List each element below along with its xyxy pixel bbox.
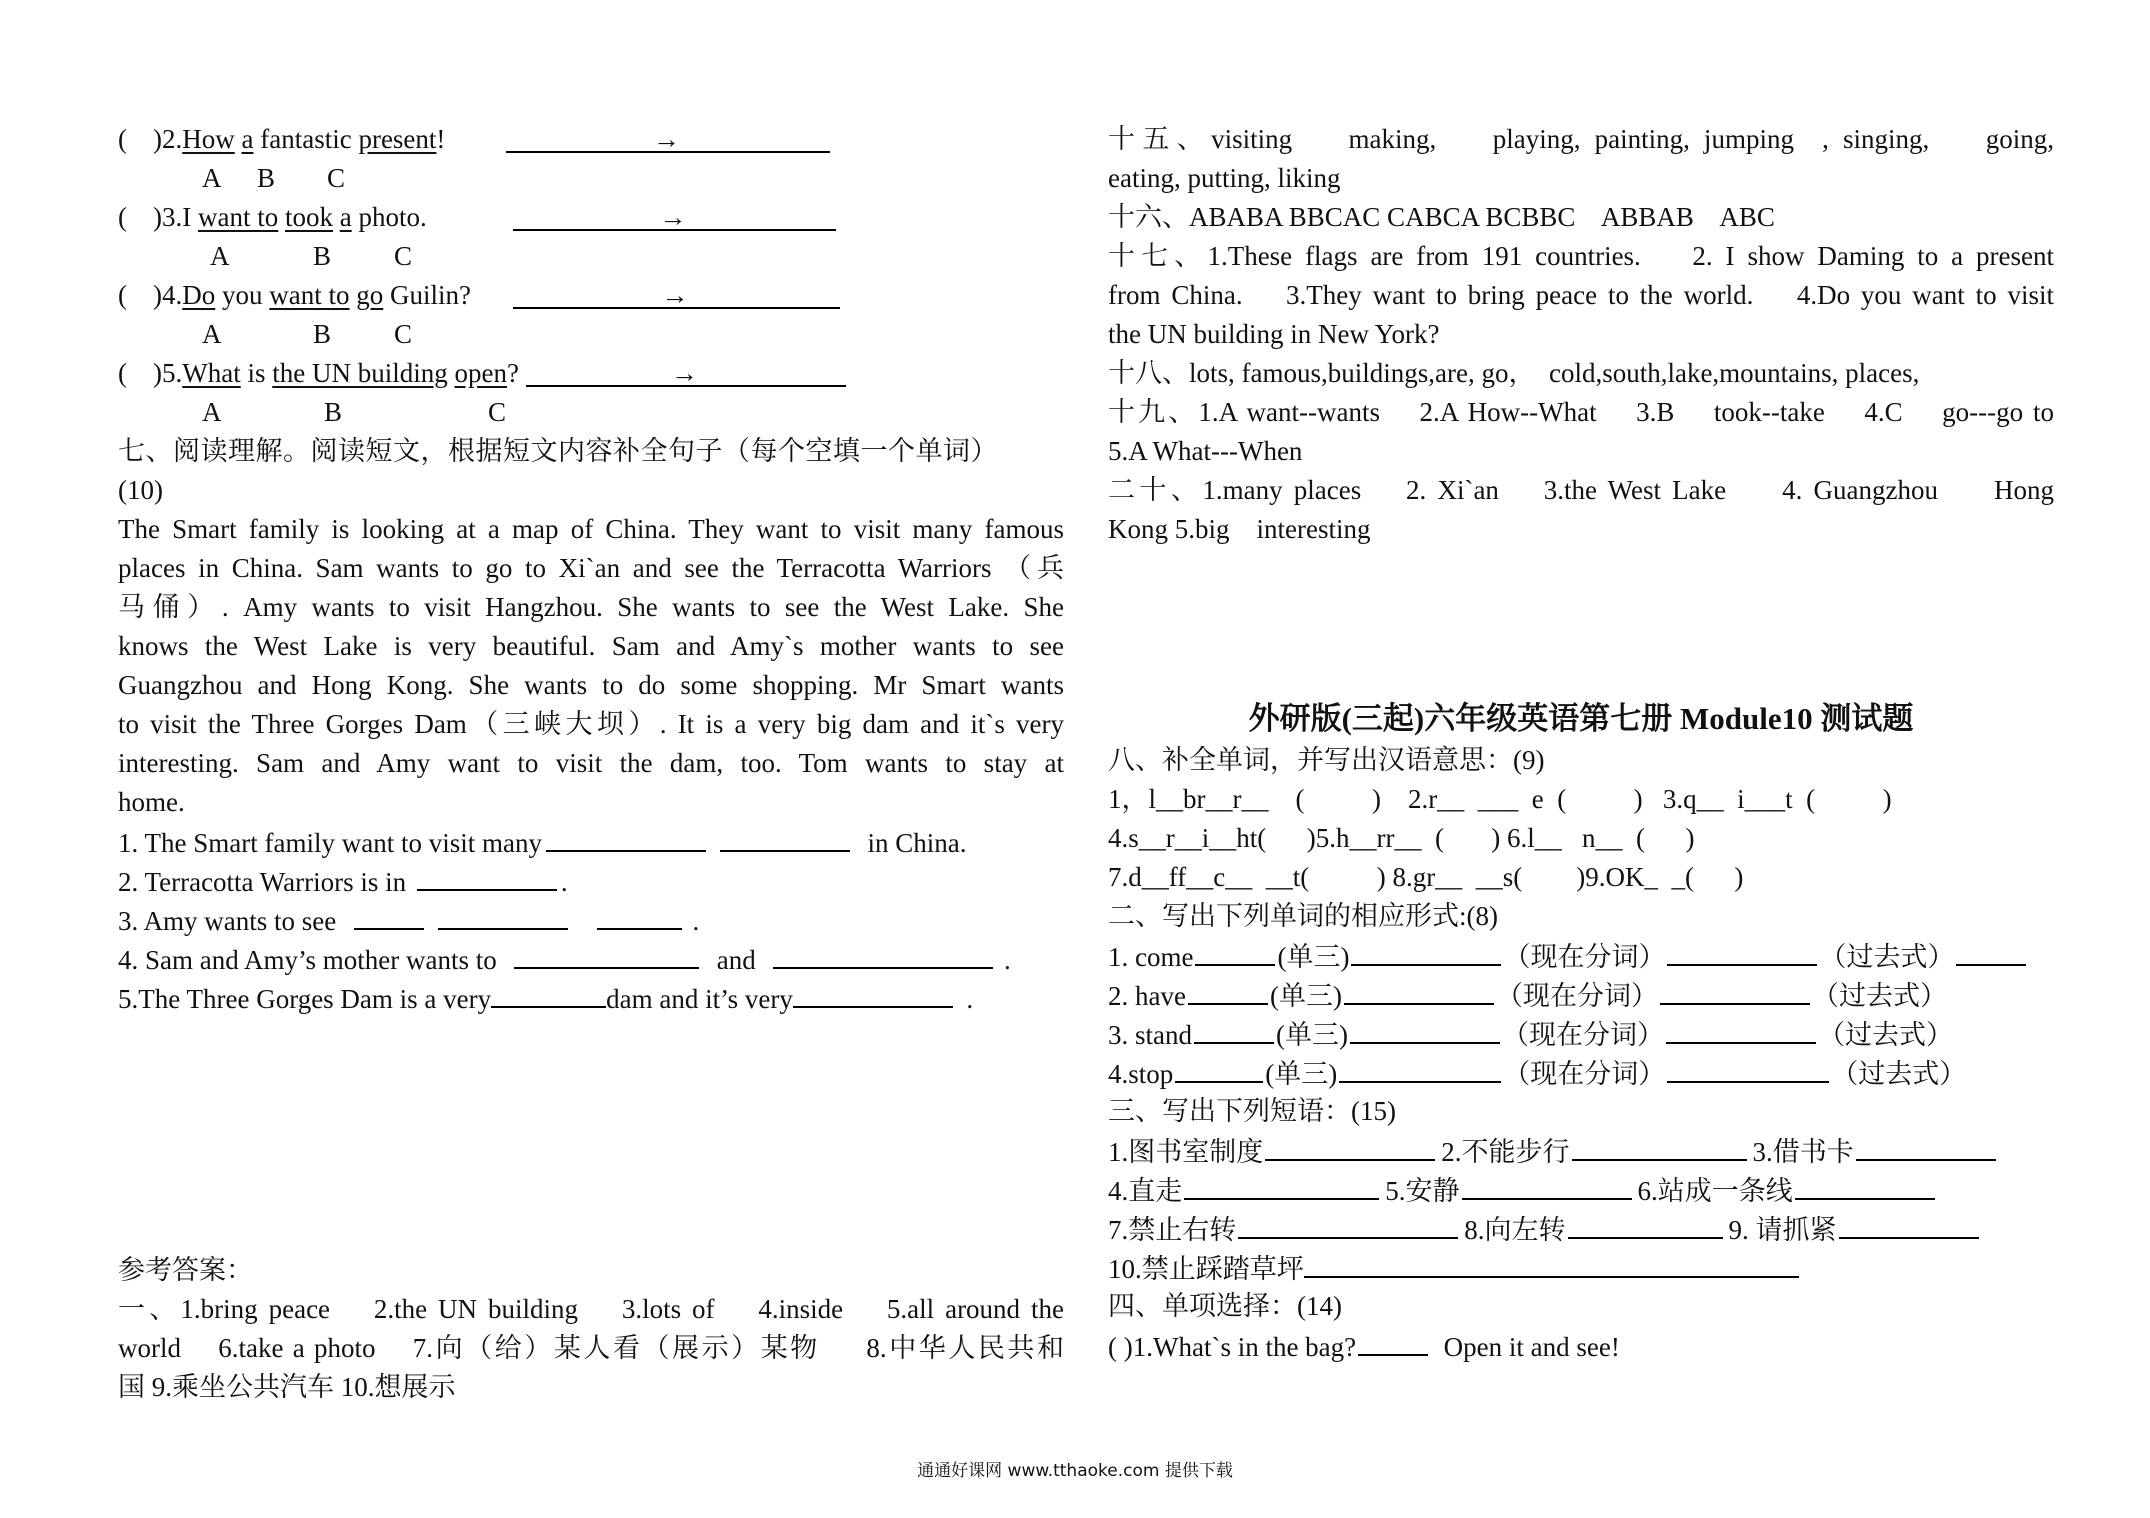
phrase-prompt: 2.不能步行: [1441, 1137, 1570, 1167]
reading-heading: 七、阅读理解。阅读短文，根据短文内容补全句子（每个空填一个单词）: [118, 436, 998, 466]
answer-paren[interactable]: (: [118, 358, 127, 388]
option-letter: C: [327, 163, 346, 193]
passage-line: home.: [118, 787, 185, 817]
underlined-option: open: [454, 358, 507, 388]
sentence-text: [235, 124, 242, 154]
phrase-prompt: 6.站成一条线: [1637, 1176, 1793, 1206]
sentence-text: is: [240, 358, 273, 388]
phrase-row: [1108, 1209, 2054, 1248]
form-label: （过去式）: [1817, 1020, 1953, 1050]
underlined-option: took: [284, 202, 333, 232]
right-column: [1108, 120, 2054, 1365]
answer-blank[interactable]: [1188, 975, 1268, 1005]
phrase-prompt: 5.安静: [1385, 1176, 1460, 1206]
form-label: （现在分词）: [1503, 942, 1666, 972]
item-number: )3.I: [153, 202, 198, 232]
test-title: 外研版(三起)六年级英语第七册 Module10 测试题: [1248, 701, 1914, 736]
section-8-heading: 八、补全单词，并写出汉语意思：(9): [1108, 745, 1545, 775]
answer-blank[interactable]: [1265, 1131, 1435, 1161]
form-label: （过去式）: [1811, 981, 1947, 1011]
option-letter: C: [488, 397, 507, 427]
answer-blank[interactable]: [1304, 1248, 1799, 1278]
answer-line: 5.A What---When: [1108, 436, 1303, 466]
answer-line: 一、1.bring peace 2.the UN building 3.lots of 4.inside 5.all around the: [118, 1294, 1064, 1324]
section-3-items: [1108, 1131, 2054, 1248]
sentence-text: [278, 202, 285, 232]
base-word: 1. come: [1108, 942, 1194, 972]
form-label: （现在分词）: [1495, 981, 1658, 1011]
answer-blank[interactable]: [597, 900, 682, 930]
option-letter: A: [210, 241, 230, 271]
word-form-row: [1108, 1053, 2054, 1092]
answer-line: the UN building in New York?: [1108, 319, 1440, 349]
sentence-text: ?: [506, 358, 519, 388]
option-letter: A: [202, 397, 222, 427]
form-label: (单三): [1276, 1020, 1348, 1050]
phrase-row: [1108, 1131, 2054, 1170]
answer-line: 十七、1.These flags are from 191 countries. 2. I show Daming to a present: [1108, 241, 2054, 271]
underlined-option: the UN building: [272, 358, 448, 388]
underlined-option: want to: [197, 202, 279, 232]
option-letters: [118, 237, 1064, 276]
answer-line: 十六、ABABA BBCAC CABCA BCBBC ABBAB ABC: [1108, 202, 1775, 232]
word-completion-line[interactable]: 7.d__ff__c__ __t( ) 8.gr__ __s( )9.OK_ _( ): [1108, 862, 1744, 892]
option-letters: [118, 315, 1064, 354]
answer-blank[interactable]: [438, 900, 568, 930]
answer-line: eating, putting, liking: [1108, 163, 1341, 193]
passage-line: to visit the Three Gorges Dam（三峡大坝）. It is a very big dam and it`s very: [118, 709, 1064, 739]
option-letter: C: [394, 319, 413, 349]
item-number: )4.: [153, 280, 183, 310]
answer-blank[interactable]: [1572, 1131, 1747, 1161]
section-4-heading: 四、单项选择：(14): [1108, 1291, 1342, 1321]
arrow-icon: →: [653, 124, 680, 154]
sentence-text: [333, 202, 340, 232]
passage-line: knows the West Lake is very beautiful. Sam and Amy`s mother wants to see: [118, 631, 1064, 661]
option-letter: C: [394, 241, 413, 271]
phrase-prompt: 9. 请抓紧: [1728, 1215, 1837, 1245]
answer-blank[interactable]: [491, 978, 606, 1008]
answer-key-continued: [1108, 120, 2054, 549]
question-3: 3. Amy wants to see .: [118, 900, 1064, 939]
passage-line: The Smart family is looking at a map of China. They want to visit many famous: [118, 514, 1064, 544]
underlined-option: present: [358, 124, 437, 154]
answer-blank[interactable]: [1351, 936, 1501, 966]
section-2-items: [1108, 936, 2054, 1092]
answer-blank[interactable]: [720, 822, 850, 852]
form-label: （现在分词）: [1501, 1020, 1664, 1050]
error-correction-items: [118, 120, 1064, 432]
correction-line[interactable]: [506, 120, 830, 159]
word-completion-line[interactable]: 4.s__r__i__ht( )5.h__rr__ ( ) 6.l__ n__ ( ): [1108, 823, 1695, 853]
sentence-text: !: [436, 124, 446, 154]
word-form-row: [1108, 975, 2054, 1014]
reading-passage: [118, 510, 1064, 783]
section-4-question-1: ( )1.What`s in the bag? Open it and see!: [1108, 1326, 2054, 1365]
answer-blank[interactable]: [417, 861, 557, 891]
form-label: （过去式）: [1831, 1059, 1967, 1089]
answer-blank[interactable]: [546, 822, 706, 852]
answer-paren[interactable]: (: [118, 202, 127, 232]
section-3-heading: 三、写出下列短语：(15): [1108, 1096, 1396, 1126]
phrase-prompt: 4.直走: [1108, 1176, 1183, 1206]
base-word: 4.stop: [1108, 1059, 1174, 1089]
error-item: [118, 354, 1064, 393]
form-label: （现在分词）: [1503, 1059, 1666, 1089]
option-letters: [118, 159, 1064, 198]
item-number: )5.: [153, 358, 183, 388]
section-2-heading: 二、写出下列单词的相应形式:(8): [1108, 901, 1498, 931]
underlined-option: a: [339, 202, 352, 232]
answer-line: from China. 3.They want to bring peace to the world. 4.Do you want to visit: [1108, 280, 2054, 310]
passage-line: Guangzhou and Hong Kong. She wants to do some shopping. Mr Smart wants: [118, 670, 1064, 700]
form-label: (单三): [1269, 981, 1342, 1011]
phrase-prompt: 8.向左转: [1464, 1215, 1566, 1245]
answer-blank[interactable]: [1666, 1014, 1816, 1044]
answer-line: Kong 5.big interesting: [1108, 514, 1371, 544]
answer-blank[interactable]: [1339, 1053, 1501, 1083]
item-number: )2.: [153, 124, 183, 154]
answer-line: 十五、visiting making, playing, painting, jumping , singing, going,: [1108, 124, 2054, 154]
answer-line: 二十、1.many places 2. Xi`an 3.the West Lake 4. Guangzhou Hong: [1108, 475, 2054, 505]
answer-blank[interactable]: [1194, 1014, 1274, 1044]
question-5: 5.The Three Gorges Dam is a very dam and it’s very .: [118, 978, 1064, 1017]
phrase-prompt: 3.借书卡: [1752, 1137, 1854, 1167]
sentence-text: you: [215, 280, 270, 310]
answer-blank[interactable]: [1350, 1014, 1500, 1044]
answer-blank[interactable]: [1358, 1326, 1428, 1356]
phrase-row: [1108, 1170, 2054, 1209]
correction-line[interactable]: [513, 198, 836, 237]
option-letter: B: [324, 397, 343, 427]
question-1: 1. The Smart family want to visit many in China.: [118, 822, 1064, 861]
word-completion-line[interactable]: 1，l__br__r__ ( ) 2.r__ ___ e ( ) 3.q__ i___t ( ): [1108, 784, 1892, 814]
answer-blank[interactable]: [1184, 1170, 1379, 1200]
error-item: [118, 198, 1064, 237]
base-word: 2. have: [1108, 981, 1186, 1011]
answer-blank[interactable]: [1175, 1053, 1263, 1083]
answer-line: world 6.take a photo 7.向（给）某人看（展示）某物 8.中华人民共和: [118, 1333, 1064, 1363]
answer-paren[interactable]: (: [118, 280, 127, 310]
error-item: [118, 120, 1064, 159]
answer-blank[interactable]: [1660, 975, 1810, 1005]
underlined-option: Do: [182, 280, 216, 310]
underlined-option: How: [182, 124, 235, 154]
answer-blank[interactable]: [354, 900, 424, 930]
sentence-text: photo.: [351, 202, 427, 232]
sentence-text: Guilin?: [383, 280, 471, 310]
reading-score: (10): [118, 475, 163, 505]
answer-blank[interactable]: [514, 939, 699, 969]
section-8-items: [1108, 780, 2054, 897]
answer-line: 十八、lots, famous,buildings,are, go， cold,south,lake,mountains, places,: [1108, 358, 1920, 388]
option-letter: B: [257, 163, 276, 193]
passage-line: 马俑）. Amy wants to visit Hangzhou. She wants to see the West Lake. She: [118, 592, 1064, 622]
sentence-text: [448, 358, 455, 388]
underlined-option: go: [356, 280, 384, 310]
answer-blank[interactable]: [793, 978, 953, 1008]
passage-line: interesting. Sam and Amy want to visit the dam, too. Tom wants to stay at: [118, 748, 1064, 778]
option-letter: A: [202, 163, 222, 193]
footer-source: 通通好课网 www.tthaoke.com 提供下载: [917, 1461, 1233, 1481]
arrow-icon: →: [661, 280, 689, 310]
arrow-icon: →: [659, 202, 687, 232]
answer-key: [118, 1290, 1064, 1368]
answer-blank[interactable]: [1344, 975, 1494, 1005]
question-4: 4. Sam and Amy’s mother wants to and .: [118, 939, 1064, 978]
answer-blank[interactable]: [1238, 1209, 1458, 1239]
answer-paren[interactable]: (: [118, 124, 127, 154]
error-item: [118, 276, 1064, 315]
answer-blank[interactable]: [1795, 1170, 1935, 1200]
correction-line[interactable]: [526, 354, 846, 393]
sentence-text: fantastic: [253, 124, 359, 154]
answer-blank[interactable]: [1568, 1209, 1723, 1239]
option-letter: B: [313, 319, 332, 349]
phrase-prompt: 1.图书室制度: [1108, 1137, 1264, 1167]
option-letter: A: [202, 319, 222, 349]
answer-blank[interactable]: [1667, 936, 1817, 966]
form-label: (单三): [1265, 1059, 1338, 1089]
answer-blank[interactable]: [1195, 936, 1275, 966]
option-letters: [118, 393, 1064, 432]
answer-blank[interactable]: [1462, 1170, 1632, 1200]
word-form-row: [1108, 1014, 2054, 1053]
answer-blank[interactable]: [1839, 1209, 1979, 1239]
underlined-option: want to: [269, 280, 350, 310]
form-label: （过去式）: [1819, 942, 1955, 972]
section-3-item-10: 10.禁止踩踏草坪: [1108, 1248, 2054, 1287]
answer-blank[interactable]: [773, 939, 993, 969]
passage-line: places in China. Sam wants to go to Xi`an and see the Terracotta Warriors （兵: [118, 553, 1064, 583]
answer-blank[interactable]: [1856, 1131, 1996, 1161]
underlined-option: What: [182, 358, 241, 388]
word-form-row: [1108, 936, 2054, 975]
answer-blank[interactable]: [1667, 1053, 1829, 1083]
answers-heading: 参考答案：: [118, 1255, 253, 1285]
phrase-prompt: 7.禁止右转: [1108, 1215, 1237, 1245]
left-column: [118, 120, 1064, 1407]
option-letter: B: [313, 241, 332, 271]
underlined-option: a: [241, 124, 254, 154]
arrow-icon: →: [671, 358, 698, 388]
base-word: 3. stand: [1108, 1020, 1192, 1050]
answer-line: 十九、1.A want--wants 2.A How--What 3.B took--take 4.C go---go to: [1108, 397, 2054, 427]
correction-line[interactable]: [513, 276, 840, 315]
question-2: 2. Terracotta Warriors is in .: [118, 861, 1064, 900]
form-label: (单三): [1277, 942, 1350, 972]
answer-blank[interactable]: [1956, 936, 2026, 966]
answer-line: 国 9.乘坐公共汽车 10.想展示: [118, 1372, 456, 1402]
